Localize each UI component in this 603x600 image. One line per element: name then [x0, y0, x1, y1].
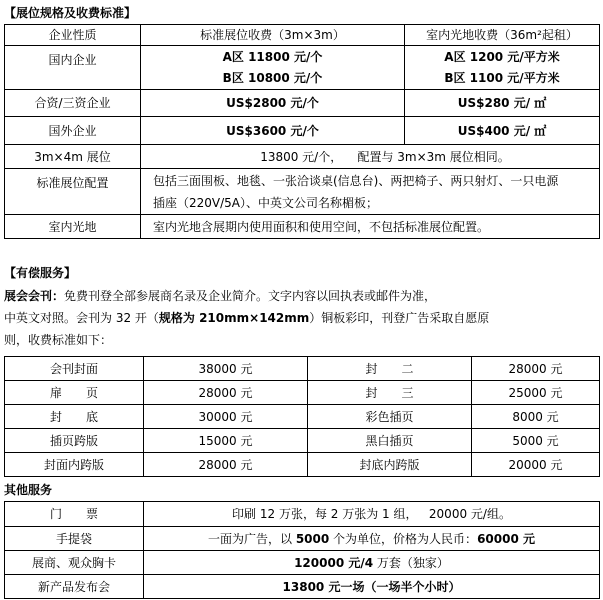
catalogue-label: 展会会刊： [4, 289, 65, 303]
ad-table-row [5, 357, 600, 381]
ad-fee-table [4, 356, 600, 477]
row-label-ticket: 门 票 [5, 502, 144, 527]
standard-config-detail [141, 169, 600, 215]
ad-item-right: 封底内跨版 [308, 453, 472, 477]
badge-price: 120000 元/4 [294, 555, 374, 570]
launch-detail: 13800 元一场（一场半个小时） [144, 575, 600, 599]
raw-space-detail: 室内光地含展期内使用面积和使用空间，不包括标准展位配置。 [141, 215, 600, 239]
ad-price-left: 28000 元 [144, 381, 308, 405]
row-label-foreign: 国外企业 [5, 117, 141, 145]
foreign-raw-fee: US$400 元/ ㎡ [405, 117, 600, 145]
ad-price-right: 5000 元 [472, 429, 600, 453]
row-label-badge: 展商、观众胸卡 [5, 551, 144, 575]
bag-detail-mid: 个为单位，价格为人民币： [329, 531, 478, 546]
ad-table-row [5, 429, 600, 453]
domestic-raw-fee [405, 46, 600, 90]
ad-item-left: 会刊封面 [5, 357, 144, 381]
badge-detail [144, 551, 600, 575]
ad-price-right: 25000 元 [472, 381, 600, 405]
row-label-domestic: 国内企业 [5, 46, 141, 90]
catalogue-line-2-post: ）铜板彩印，刊登广告采取自愿原 [309, 311, 490, 325]
standard-config-line-1: 包括三面围板、地毯、一张洽谈桌(信息台)、两把椅子、两只射灯、一只电源 [153, 173, 559, 188]
header-raw-space: 室内光地收费（36m²起租） [405, 25, 600, 46]
other-services-table [4, 501, 600, 599]
row-label-raw-space: 室内光地 [5, 215, 141, 239]
bag-detail-pre: 一面为广告，以 [208, 531, 296, 546]
row-label-bag: 手提袋 [5, 527, 144, 551]
header-standard-booth: 标准展位收费（3m×3m） [141, 25, 405, 46]
badge-detail-post: 万套（独家） [373, 555, 449, 570]
ad-price-left: 30000 元 [144, 405, 308, 429]
ad-item-right: 封 二 [308, 357, 472, 381]
ticket-detail: 印刷 12 万张，每 2 万张为 1 组， 20000 元/组。 [144, 502, 600, 527]
ad-price-right: 8000 元 [472, 405, 600, 429]
ad-table-row [5, 405, 600, 429]
row-label-booth-3x4: 3m×4m 展位 [5, 145, 141, 169]
catalogue-line-2-pre: 中英文对照。会刊为 32 开（ [4, 311, 159, 325]
ad-item-right: 彩色插页 [308, 405, 472, 429]
booth-fee-table [4, 24, 600, 239]
ad-table-row [5, 381, 600, 405]
section-title-paid-services: 【有偿服务】 [4, 266, 77, 280]
catalogue-line-1-text: 免费刊登全部参展商名录及企业简介。文字内容以回执表或邮件为准， [64, 289, 437, 303]
ad-item-left: 封 底 [5, 405, 144, 429]
header-company-type: 企业性质 [5, 25, 141, 46]
jv-standard-fee: US$2800 元/个 [141, 90, 405, 117]
catalogue-line-1 [4, 285, 599, 307]
ad-table-row [5, 453, 600, 477]
ad-price-left: 38000 元 [144, 357, 308, 381]
row-label-jv: 合资/三资企业 [5, 90, 141, 117]
domestic-raw-zone-a: A区 1200 元/平方米 [444, 50, 560, 64]
ad-item-left: 插页跨版 [5, 429, 144, 453]
catalogue-line-2 [4, 307, 599, 329]
ad-price-left: 28000 元 [144, 453, 308, 477]
catalogue-description [4, 285, 599, 351]
section-title-other-services: 其他服务 [4, 483, 53, 497]
ad-price-right: 20000 元 [472, 453, 600, 477]
bag-detail [144, 527, 600, 551]
bag-unit: 5000 [295, 531, 330, 546]
foreign-standard-fee: US$3600 元/个 [141, 117, 405, 145]
jv-raw-fee: US$280 元/ ㎡ [405, 90, 600, 117]
ad-item-left: 扉 页 [5, 381, 144, 405]
booth-3x4-fee: 13800 元/个， 配置与 3m×3m 展位相同。 [141, 145, 600, 169]
bag-price: 60000 元 [477, 531, 535, 546]
domestic-standard-zone-a: A区 11800 元/个 [222, 50, 323, 64]
ad-price-right: 28000 元 [472, 357, 600, 381]
catalogue-size: 规格为 210mm×142mm [158, 311, 310, 325]
ad-item-right: 黑白插页 [308, 429, 472, 453]
domestic-standard-zone-b: B区 10800 元/个 [222, 71, 323, 85]
row-label-standard-config: 标准展位配置 [5, 169, 141, 215]
catalogue-line-3: 则，收费标准如下： [4, 333, 113, 347]
domestic-raw-zone-b: B区 1100 元/平方米 [444, 71, 560, 85]
domestic-standard-fee [141, 46, 405, 90]
section-title-booth: 【展位规格及收费标准】 [4, 6, 137, 20]
standard-config-line-2: 插座（220V/5A）、中英文公司名称楣板； [153, 195, 379, 210]
ad-item-right: 封 三 [308, 381, 472, 405]
ad-price-left: 15000 元 [144, 429, 308, 453]
ad-item-left: 封面内跨版 [5, 453, 144, 477]
row-label-launch: 新产品发布会 [5, 575, 144, 599]
